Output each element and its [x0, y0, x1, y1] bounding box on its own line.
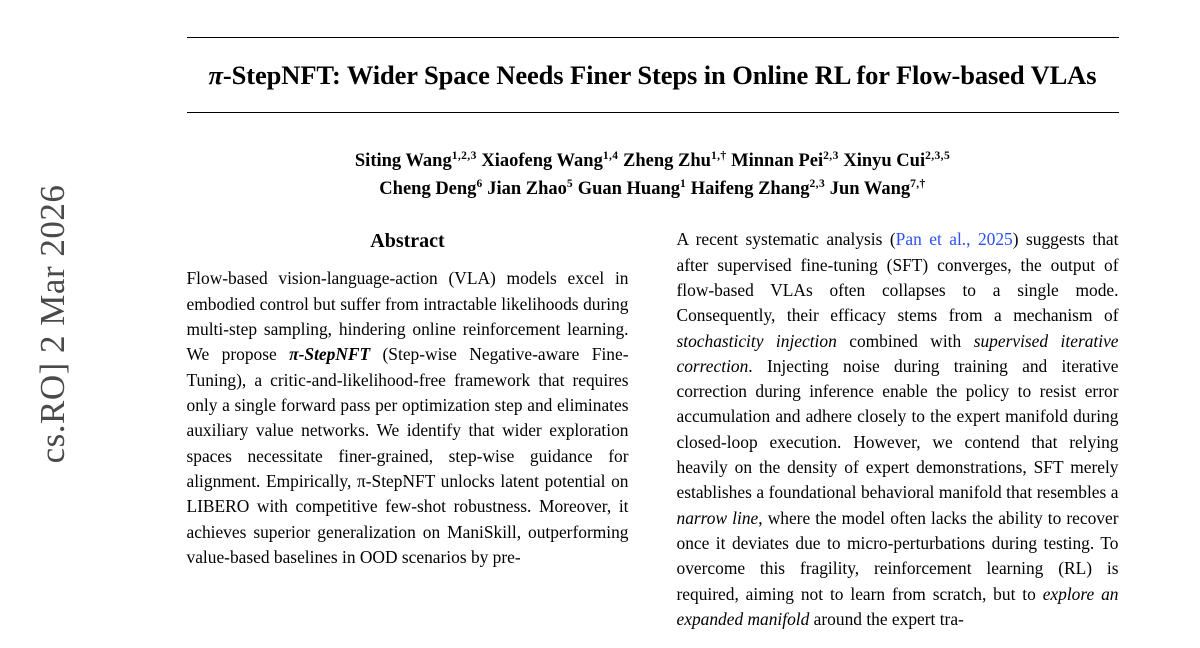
- author: Xiaofeng Wang$^{1,4}$: [481, 149, 619, 171]
- author: Minnan Pei$^{2,3}$: [731, 149, 839, 171]
- title-rule-bottom: [187, 112, 1119, 113]
- page-bottom-clip: [0, 644, 1200, 648]
- author: Xinyu Cui$^{2,3,5}$: [843, 149, 951, 171]
- author: Haifeng Zhang$^{2,3}$: [690, 177, 826, 199]
- author-affiliation: 2,3,5: [925, 149, 951, 162]
- paper-page: [105, 0, 1200, 648]
- title-text: -StepNFT: Wider Space Needs Finer Steps in Online RL for Flow-based VLAs: [222, 60, 1097, 90]
- author: Siting Wang$^{1,2,3}$: [354, 149, 477, 171]
- author: Jun Wang$^{7,\dagger}$: [829, 177, 926, 199]
- author-affiliation: 2,3: [809, 177, 826, 190]
- abstract-heading: Abstract: [370, 230, 445, 253]
- author-affiliation: 1,2,3: [451, 149, 477, 162]
- author-list: [213, 147, 1093, 203]
- abstract-paragraph: Flow-based vision-language-action (VLA) models excel in embodied control but suffer from intractable likelihoods during multi-step sampling, hindering online reinforcement learning. We propose π-StepNFT (Step-wise Negative-aware Fine-Tuning), a critic-and-likelihood-free framework that requires only a single forward pass per optimization step and eliminates auxiliary value networks. We identify that wider exploration spaces necessitate finer-grained, step-wise guidance for alignment. Empirically, π-StepNFT unlocks latent potential on LIBERO with competitive few-shot robustness. Moreover, it achieves superior generalization on ManiSkill, outperforming value-based baselines in OOD scenarios by pre-: [186, 268, 629, 567]
- author-affiliation: 6: [476, 177, 483, 190]
- arxiv-stamp-text: cs.RO] 2 Mar 2026: [32, 184, 72, 464]
- author-affiliation: 1: [680, 177, 687, 190]
- title-rule-top: [187, 37, 1119, 38]
- right-column: [677, 227, 1119, 632]
- two-column-body: [187, 227, 1119, 632]
- author-affiliation: 5: [566, 177, 574, 190]
- author-affiliation: 1,4: [602, 149, 619, 162]
- author: Cheng Deng$^6$: [379, 177, 483, 199]
- citation-link[interactable]: Pan et al., 2025: [895, 229, 1013, 250]
- author-affiliation: 7,†: [910, 177, 926, 190]
- page-title: [187, 60, 1119, 90]
- title-pi-symbol: π: [208, 60, 223, 90]
- author: Guan Huang$^1$: [577, 177, 687, 199]
- author: Zheng Zhu$^{1,\dagger}$: [623, 149, 727, 171]
- author-line-1: [213, 147, 1093, 175]
- intro-paragraph: A recent systematic analysis (Pan et al., 2025) suggests that after supervised fine-tuning (SFT) converges, the output of flow-based VLAs often collapses to a single mode. Consequently, their efficacy stems from a mechanism of stochasticity injection combined with supervised iterative correction. Injecting noise during training and iterative correction during inference enable the policy to resist error accumulation and adhere closely to the expert manifold during closed-loop execution. However, we contend that relying heavily on the density of expert demonstrations, SFT merely establishes a foundational behavioral manifold that resembles a narrow line, where the model often lacks the ability to recover once it deviates due to micro-perturbations during testing. To overcome this fragility, reinforcement learning (RL) is required, aiming not to learn from scratch, but to explore an expanded manifold around the expert tra-: [676, 229, 1119, 629]
- author-affiliation: 2,3: [823, 149, 839, 162]
- left-column: [187, 227, 629, 632]
- author-affiliation: 1,†: [710, 149, 727, 162]
- author: Jian Zhao$^5$: [487, 177, 574, 199]
- arxiv-vertical-stamp: [0, 0, 105, 648]
- author-line-2: [213, 175, 1093, 203]
